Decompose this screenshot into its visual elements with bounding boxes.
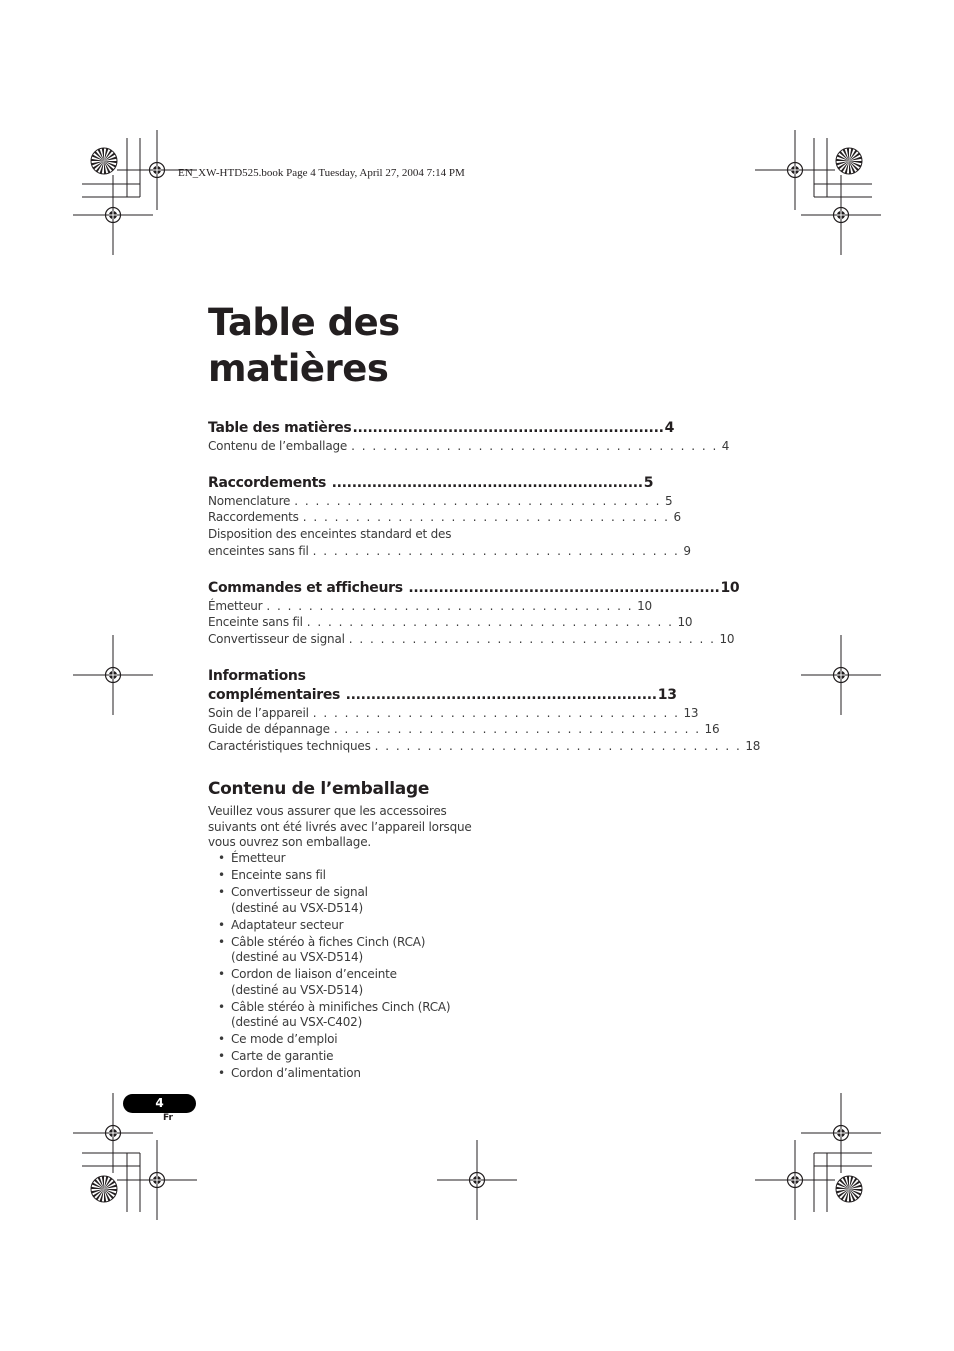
toc-section bbox=[208, 419, 730, 455]
list-item bbox=[218, 967, 488, 998]
bullet: • bbox=[218, 867, 225, 882]
toc-entry[interactable] bbox=[208, 614, 693, 631]
toc-entry-label: Convertisseur de signal bbox=[208, 631, 345, 646]
toc-section-title: Table des matières bbox=[208, 420, 352, 436]
toc-entry[interactable] bbox=[208, 526, 691, 559]
list-item-text: Émetteur bbox=[231, 851, 286, 865]
bullet: • bbox=[218, 1049, 225, 1064]
toc-section-page: 5 bbox=[643, 474, 654, 491]
toc-section-title: Informations bbox=[208, 667, 306, 684]
list-item-text: Cordon de liaison d’enceinte bbox=[231, 967, 397, 982]
intro-line: suivants ont été livrés avec l’appareil lorsque bbox=[208, 819, 472, 834]
toc-section bbox=[208, 667, 761, 755]
toc-section-title: Raccordements bbox=[208, 474, 327, 491]
toc-entry[interactable] bbox=[208, 509, 681, 526]
toc-entry[interactable] bbox=[208, 705, 699, 722]
list-item-text: (destiné au VSX-D514) bbox=[231, 982, 363, 997]
bullet: • bbox=[218, 884, 225, 899]
toc-section-heading[interactable] bbox=[208, 686, 677, 705]
color-target-mark bbox=[836, 1176, 862, 1202]
toc-entry-label: Raccordements bbox=[208, 510, 299, 525]
toc-entry[interactable] bbox=[208, 631, 735, 648]
toc-section-heading-line[interactable] bbox=[208, 667, 477, 686]
bullet: • bbox=[218, 1032, 225, 1047]
toc-entry-label: Guide de dépannage bbox=[208, 722, 330, 737]
dot-leader: . . . . . . . . . . . . . . . . . . . . . . . . . . . . . . . . . . . bbox=[374, 739, 742, 754]
list-item-text: Ce mode d’emploi bbox=[231, 1032, 338, 1047]
toc-section bbox=[208, 579, 740, 648]
list-item-text: (destiné au VSX-C402) bbox=[231, 1015, 363, 1030]
dot-leader: . . . . . . . . . . . . . . . . . . . . . . . . . . . . . . . . . . . bbox=[302, 510, 670, 525]
bullet: • bbox=[218, 851, 225, 865]
toc-entry-label: Nomenclature bbox=[208, 493, 291, 508]
dot-leader: .............................................................. bbox=[341, 686, 657, 703]
registration-mark bbox=[755, 130, 835, 210]
dot-leader: . . . . . . . . . . . . . . . . . . . . . . . . . . . . . . . . . . . bbox=[312, 705, 680, 720]
toc-entry[interactable] bbox=[208, 738, 761, 755]
color-target-mark bbox=[91, 148, 117, 174]
toc-entry-label: Soin de l’appareil bbox=[208, 705, 309, 720]
toc-entry-page: 10 bbox=[677, 615, 693, 630]
toc-section-heading[interactable] bbox=[208, 579, 740, 598]
list-item bbox=[218, 868, 488, 884]
registration-mark bbox=[117, 1140, 197, 1220]
list-item bbox=[218, 1032, 488, 1048]
dot-leader: . . . . . . . . . . . . . . . . . . . . . . . . . . . . . . . . . . . bbox=[266, 598, 634, 613]
list-item bbox=[218, 918, 488, 934]
intro-paragraph bbox=[208, 804, 488, 851]
dot-leader: . . . . . . . . . . . . . . . . . . . . . . . . . . . . . . . . . . . bbox=[306, 615, 674, 630]
toc-entry-label: Émetteur bbox=[208, 598, 263, 613]
bullet: • bbox=[218, 1066, 225, 1081]
toc-entry-page: 18 bbox=[745, 739, 761, 754]
registration-mark bbox=[801, 635, 881, 715]
list-item-text: Cordon d’alimentation bbox=[231, 1066, 361, 1081]
dot-leader: . . . . . . . . . . . . . . . . . . . . . . . . . . . . . . . . . . . bbox=[348, 631, 716, 646]
toc-section-title: complémentaires bbox=[208, 686, 341, 703]
toc-entry-page: 4 bbox=[721, 439, 730, 453]
page-title-line: Table des bbox=[208, 301, 400, 344]
toc-entry-page: 9 bbox=[683, 543, 691, 558]
list-item-text: Câble stéréo à minifiches Cinch (RCA) bbox=[231, 999, 451, 1014]
toc-entry-page: 6 bbox=[673, 510, 681, 525]
color-target-mark bbox=[91, 1176, 117, 1202]
toc-entry-page: 16 bbox=[704, 722, 720, 737]
registration-mark bbox=[801, 1093, 881, 1173]
list-item bbox=[218, 885, 488, 916]
toc-entry-page: 10 bbox=[719, 631, 735, 646]
toc-entry-label: Disposition des enceintes standard et des bbox=[208, 527, 452, 542]
list-item-text: Adaptateur secteur bbox=[231, 917, 344, 932]
toc-entry-page: 13 bbox=[683, 705, 699, 720]
color-target-mark bbox=[836, 148, 862, 174]
list-item-text: Câble stéréo à fiches Cinch (RCA) bbox=[231, 934, 426, 949]
list-item bbox=[218, 1000, 488, 1031]
registration-mark bbox=[437, 1140, 517, 1220]
list-item-text: (destiné au VSX-D514) bbox=[231, 900, 363, 915]
toc-entry-label: Enceinte sans fil bbox=[208, 615, 303, 630]
bullet: • bbox=[218, 934, 225, 949]
page-title bbox=[208, 300, 508, 392]
list-item bbox=[218, 851, 488, 867]
list-item-text: Convertisseur de signal bbox=[231, 884, 368, 899]
toc-section-heading[interactable] bbox=[208, 419, 675, 438]
section-heading: Contenu de l’emballage bbox=[208, 779, 430, 799]
list-item bbox=[218, 1066, 488, 1082]
page-number-badge: 4 bbox=[123, 1094, 196, 1113]
toc-section-title: Commandes et afficheurs bbox=[208, 579, 403, 596]
dot-leader: . . . . . . . . . . . . . . . . . . . . . . . . . . . . . . . . . . . bbox=[333, 722, 701, 737]
package-contents-list bbox=[218, 851, 488, 1083]
page-title-line: matières bbox=[208, 347, 389, 390]
list-item bbox=[218, 1049, 488, 1065]
toc-entry-page: 5 bbox=[664, 493, 673, 508]
toc-entry-label: enceintes sans fil bbox=[208, 543, 309, 558]
print-slug: EN_XW-HTD525.book Page 4 Tuesday, April 27, 2004 7:14 PM bbox=[178, 167, 465, 179]
dot-leader: . . . . . . . . . . . . . . . . . . . . . . . . . . . . . . . . . . . bbox=[312, 543, 680, 558]
toc-entry-line bbox=[208, 543, 691, 560]
dot-leader: .............................................................. bbox=[403, 579, 720, 596]
toc-entry-page: 10 bbox=[637, 598, 652, 613]
toc-section-heading[interactable] bbox=[208, 474, 654, 493]
list-item bbox=[218, 935, 488, 966]
list-item-text: Carte de garantie bbox=[231, 1049, 334, 1064]
toc-section-page: 10 bbox=[720, 579, 740, 596]
dot-leader: . . . . . . . . . . . . . . . . . . . . . . . . . . . . . . . . . . . bbox=[294, 493, 661, 508]
dot-leader: .............................................................. bbox=[352, 420, 664, 436]
toc-section-page: 13 bbox=[657, 686, 677, 703]
intro-line: Veuillez vous assurer que les accessoires bbox=[208, 804, 447, 818]
toc-entry-label: Caractéristiques techniques bbox=[208, 739, 371, 754]
registration-mark bbox=[73, 175, 153, 255]
registration-mark bbox=[755, 1140, 835, 1220]
toc-entry[interactable] bbox=[208, 493, 673, 510]
list-item-text: Enceinte sans fil bbox=[231, 867, 326, 882]
toc-entry[interactable] bbox=[208, 721, 720, 738]
language-code: Fr bbox=[162, 1113, 173, 1123]
registration-mark bbox=[73, 635, 153, 715]
list-item-text: (destiné au VSX-D514) bbox=[231, 950, 363, 965]
toc-entry[interactable] bbox=[208, 438, 730, 455]
toc-section bbox=[208, 474, 691, 560]
bullet: • bbox=[218, 999, 225, 1014]
toc-entry-label: Contenu de l’emballage bbox=[208, 439, 348, 453]
bullet: • bbox=[218, 917, 225, 932]
dot-leader: . . . . . . . . . . . . . . . . . . . . . . . . . . . . . . . . . . . bbox=[351, 439, 718, 453]
table-of-contents bbox=[208, 419, 761, 755]
bullet: • bbox=[218, 967, 225, 982]
dot-leader: .............................................................. bbox=[327, 474, 643, 491]
registration-mark bbox=[801, 175, 881, 255]
intro-line: vous ouvrez son emballage. bbox=[208, 835, 372, 850]
toc-entry[interactable] bbox=[208, 598, 652, 615]
toc-section-page: 4 bbox=[664, 420, 675, 436]
